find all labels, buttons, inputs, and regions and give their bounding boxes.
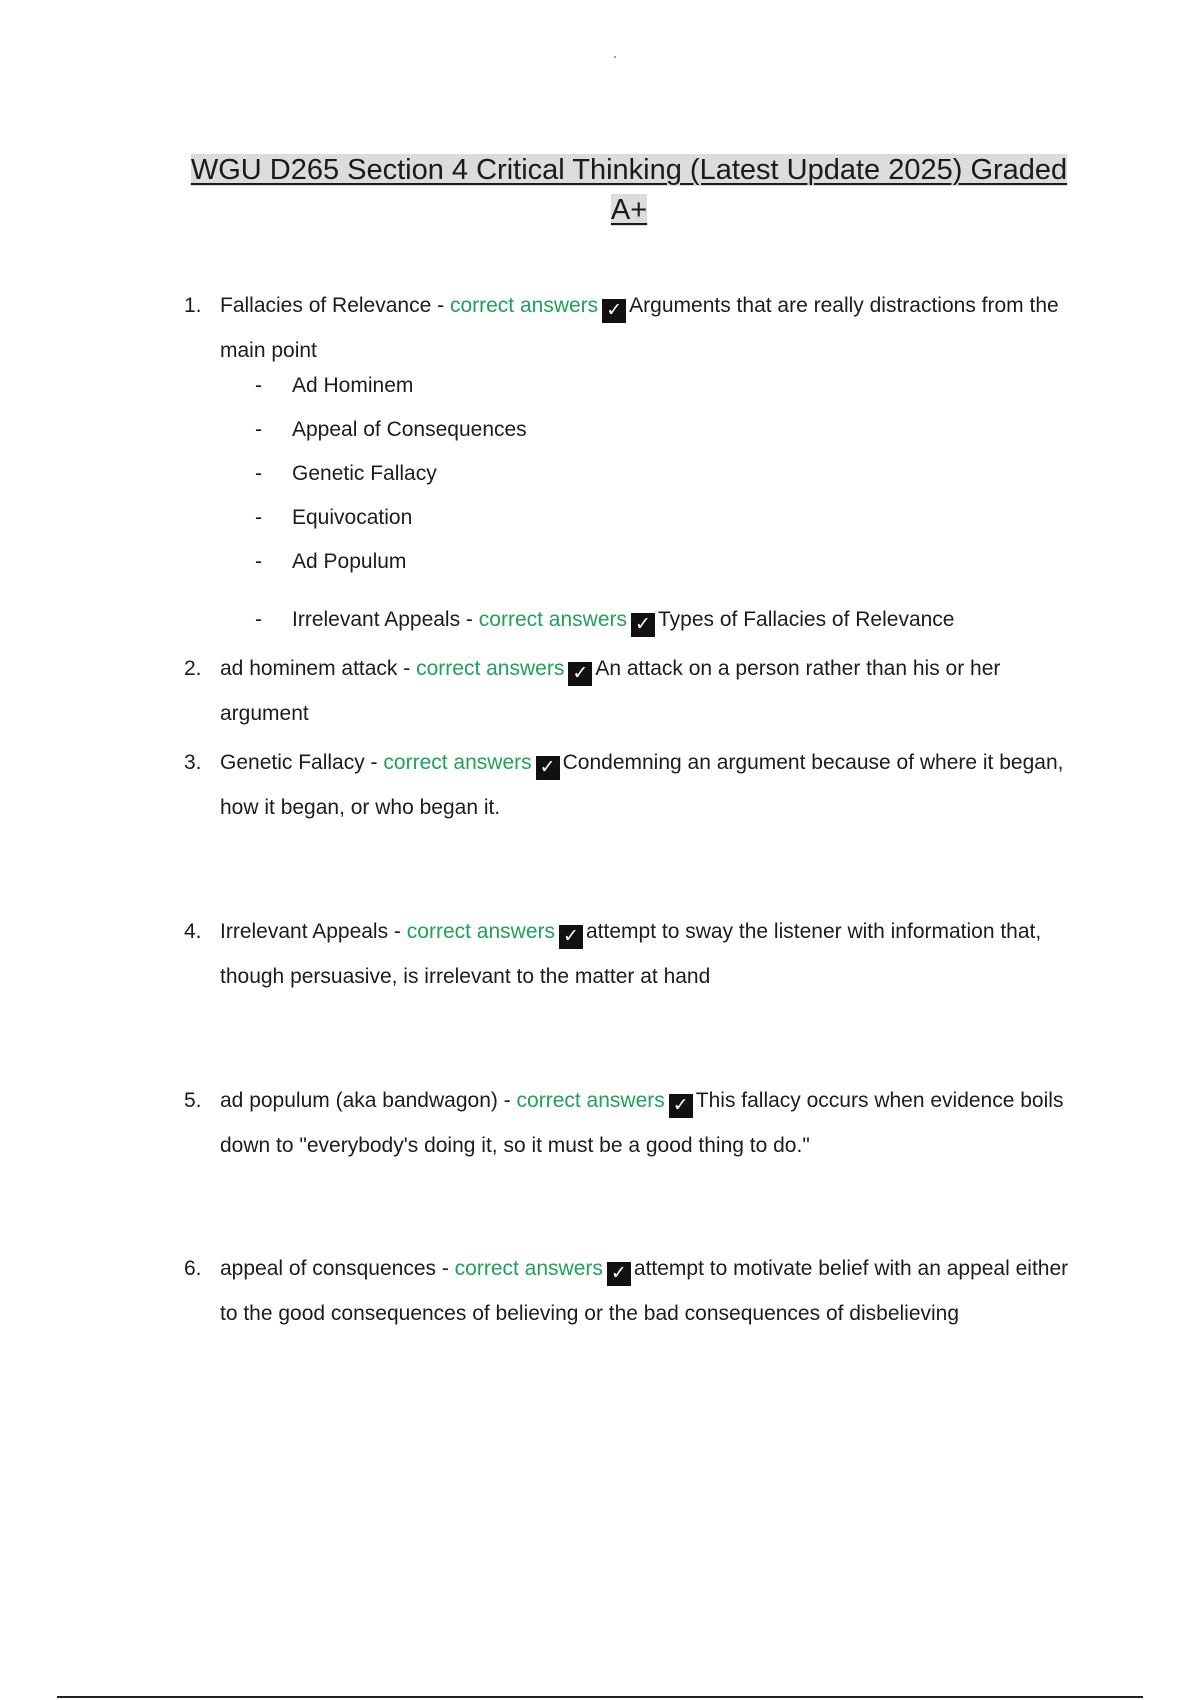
list-dash: - (255, 374, 262, 397)
checkbox-checked-icon: ✓ (568, 662, 592, 686)
question-term: appeal of consquences - (220, 1257, 449, 1280)
correct-answers-label: correct answers (516, 1089, 665, 1112)
question-number: 6. (184, 1257, 202, 1280)
correct-answers-label: correct answers (416, 657, 565, 680)
checkbox-checked-icon: ✓ (631, 613, 655, 637)
question-number: 5. (184, 1089, 202, 1112)
question-body (220, 646, 1080, 736)
list-item-text: Equivocation (292, 506, 413, 529)
answer-text: Types of Fallacies of Relevance (658, 608, 955, 631)
list-item-text: Genetic Fallacy (292, 462, 437, 485)
question-number: 4. (184, 920, 202, 943)
list-dash: - (255, 608, 262, 631)
question-number: 3. (184, 751, 202, 774)
question-term: ad hominem attack - (220, 657, 411, 680)
correct-answers-label: correct answers (383, 751, 532, 774)
page-bottom-rule (57, 1696, 1143, 1698)
list-item-text (292, 598, 954, 642)
question-term: Fallacies of Relevance - (220, 294, 445, 317)
stray-mark (614, 56, 616, 58)
question-body (220, 740, 1080, 830)
checkbox-checked-icon: ✓ (559, 925, 583, 949)
list-item-text: Ad Hominem (292, 374, 414, 397)
question-body (220, 909, 1080, 999)
list-dash: - (255, 418, 262, 441)
question-term: Irrelevant Appeals - (220, 920, 401, 943)
checkbox-checked-icon: ✓ (607, 1262, 631, 1286)
correct-answers-label: correct answers (406, 920, 555, 943)
question-body (220, 1246, 1080, 1336)
checkbox-checked-icon: ✓ (669, 1094, 693, 1118)
checkbox-checked-icon: ✓ (536, 756, 560, 780)
question-body (220, 1078, 1080, 1168)
document-title: WGU D265 Section 4 Critical Thinking (Latest Update 2025) Graded A+ (190, 154, 1068, 226)
question-number: 2. (184, 657, 202, 680)
question-term: Irrelevant Appeals - (292, 608, 473, 631)
question-number: 1. (184, 294, 202, 317)
correct-answers-label: correct answers (449, 294, 599, 317)
answer-text: This fallacy occurs when evidence boils down to "everybody's doing it, so it must be a good thing to do." (220, 1089, 1064, 1157)
list-item-text: Ad Populum (292, 550, 407, 573)
correct-answers-label: correct answers (478, 608, 627, 631)
answer-text: An attack on a person rather than his or her argument (220, 657, 1001, 725)
list-item-text: Appeal of Consequences (292, 418, 527, 441)
list-dash: - (255, 550, 262, 573)
list-dash: - (255, 506, 262, 529)
question-term: ad populum (aka bandwagon) - (220, 1089, 511, 1112)
correct-answers-label: correct answers (454, 1257, 603, 1280)
answer-text: attempt to sway the listener with information that, though persuasive, is irrelevant to the matter at hand (220, 920, 1042, 988)
list-dash: - (255, 462, 262, 485)
checkbox-checked-icon: ✓ (602, 299, 626, 323)
question-body (220, 283, 1080, 373)
question-term: Genetic Fallacy - (220, 751, 378, 774)
answer-text: Arguments that are really distractions from the main point (220, 294, 1059, 362)
answer-text: Condemning an argument because of where it began, how it began, or who began it. (220, 751, 1064, 819)
answer-text: attempt to motivate belief with an appeal either to the good consequences of believing or the bad consequences of disbelieving (220, 1257, 1069, 1325)
